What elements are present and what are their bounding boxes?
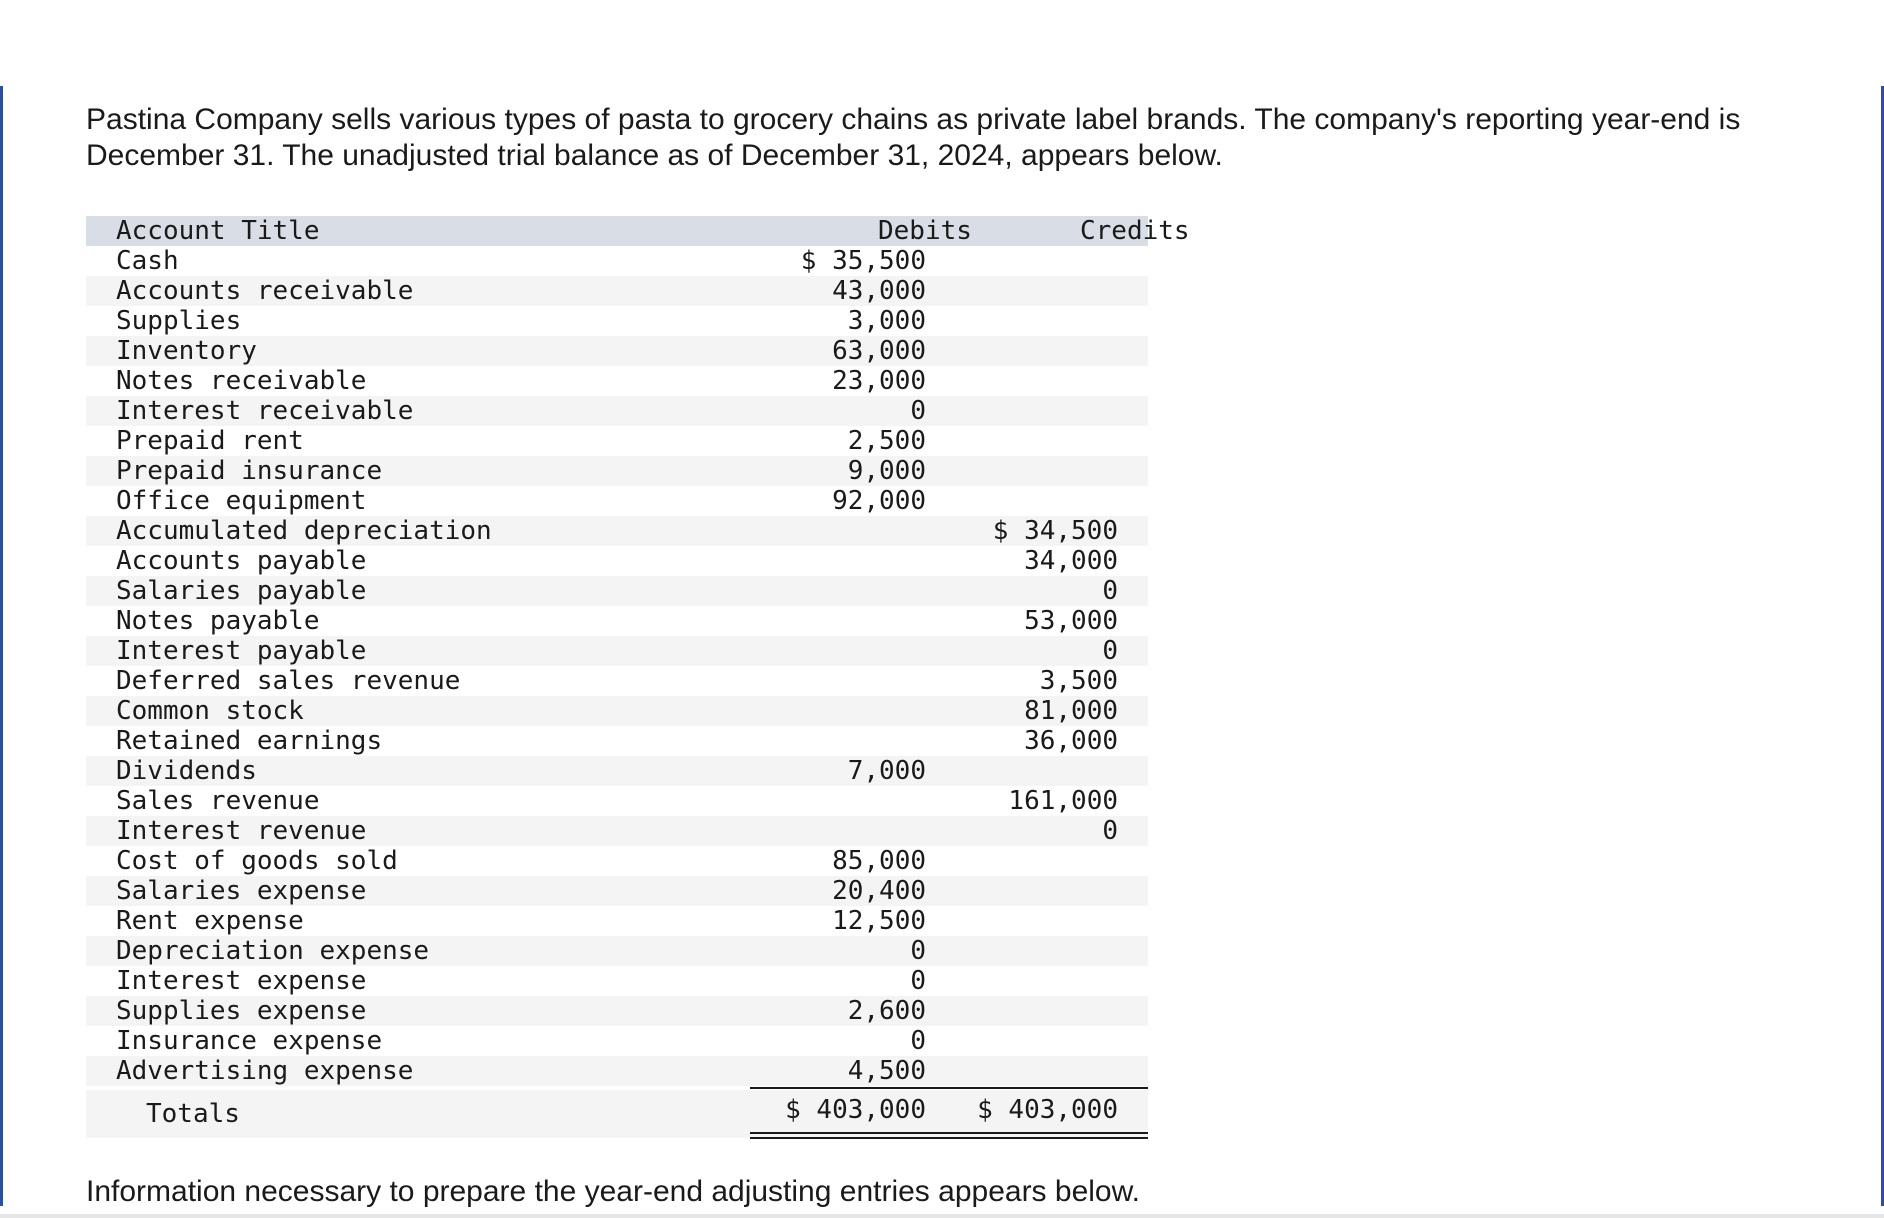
account-title-cell: Cash	[116, 246, 179, 276]
account-title-cell: Depreciation expense	[116, 936, 430, 966]
table-row	[86, 366, 1148, 396]
credit-cell: 0	[1102, 816, 1118, 846]
table-row	[86, 636, 1148, 666]
account-title-cell: Accumulated depreciation	[116, 516, 492, 546]
table-row	[86, 1056, 1148, 1086]
debit-cell: 0	[910, 936, 926, 966]
account-title-cell: Interest payable	[116, 636, 367, 666]
account-title-cell: Rent expense	[116, 906, 304, 936]
table-row	[86, 756, 1148, 786]
table-row	[86, 936, 1148, 966]
table-row	[86, 846, 1148, 876]
table-body	[86, 246, 1148, 1086]
credit-cell: 0	[1102, 576, 1118, 606]
table-row	[86, 576, 1148, 606]
debit-cell: 63,000	[832, 336, 926, 366]
account-title-cell: Cost of goods sold	[116, 846, 398, 876]
table-row	[86, 966, 1148, 996]
debit-cell: 0	[910, 1026, 926, 1056]
table-row	[86, 486, 1148, 516]
debit-cell: 12,500	[832, 906, 926, 936]
credit-cell: 34,000	[1024, 546, 1118, 576]
table-row	[86, 996, 1148, 1026]
table-row	[86, 426, 1148, 456]
account-title-cell: Dividends	[116, 756, 257, 786]
credit-cell: 81,000	[1024, 696, 1118, 726]
header-credits: Credits	[1080, 216, 1190, 246]
debit-cell: 3,000	[847, 306, 926, 336]
header-account-title: Account Title	[116, 216, 320, 246]
debit-cell: 4,500	[847, 1056, 926, 1086]
table-row	[86, 696, 1148, 726]
table-row	[86, 336, 1148, 366]
debit-cell: 2,600	[847, 996, 926, 1026]
table-row	[86, 1026, 1148, 1056]
account-title-cell: Supplies	[116, 306, 242, 336]
table-row	[86, 786, 1148, 816]
account-title-cell: Notes payable	[116, 606, 320, 636]
table-row	[86, 816, 1148, 846]
problem-intro-text: Pastina Company sells various types of pasta to grocery chains as private label brands. The company's reporting year-end is December 31. The unadjusted trial balance as of December 31, 2024, appears below.	[86, 103, 1741, 172]
account-title-cell: Interest receivable	[116, 396, 414, 426]
account-title-cell: Salaries payable	[116, 576, 367, 606]
account-title-cell: Supplies expense	[116, 996, 367, 1026]
table-row	[86, 306, 1148, 336]
account-title-cell: Insurance expense	[116, 1026, 383, 1056]
table-row	[86, 246, 1148, 276]
table-row	[86, 516, 1148, 546]
table-row	[86, 546, 1148, 576]
debit-cell: 43,000	[832, 276, 926, 306]
account-title-cell: Notes receivable	[116, 366, 367, 396]
credit-cell: 36,000	[1024, 726, 1118, 756]
totals-debit: $ 403,000	[785, 1095, 926, 1125]
account-title-cell: Common stock	[116, 696, 304, 726]
header-debits: Debits	[878, 216, 972, 246]
account-title-cell: Advertising expense	[116, 1056, 414, 1086]
table-row	[86, 876, 1148, 906]
debit-cell: 0	[910, 966, 926, 996]
account-title-cell: Accounts receivable	[116, 276, 414, 306]
credit-cell: 53,000	[1024, 606, 1118, 636]
table-row	[86, 906, 1148, 936]
account-title-cell: Prepaid rent	[116, 426, 304, 456]
account-title-cell: Deferred sales revenue	[116, 666, 461, 696]
totals-label: Totals	[146, 1099, 240, 1129]
account-title-cell: Retained earnings	[116, 726, 383, 756]
table-header-row	[86, 216, 1190, 246]
account-title-cell: Salaries expense	[116, 876, 367, 906]
table-row	[86, 276, 1148, 306]
left-border	[0, 86, 3, 1206]
trial-balance-table	[86, 216, 1190, 1138]
debit-cell: 23,000	[832, 366, 926, 396]
credit-cell: 3,500	[1039, 666, 1118, 696]
account-title-cell: Interest revenue	[116, 816, 367, 846]
totals-credit: $ 403,000	[977, 1095, 1118, 1125]
table-row	[86, 456, 1148, 486]
debit-cell: 2,500	[847, 426, 926, 456]
bottom-divider	[0, 1214, 1884, 1218]
debit-cell: 92,000	[832, 486, 926, 516]
debit-cell: 9,000	[847, 456, 926, 486]
account-title-cell: Interest expense	[116, 966, 367, 996]
totals-row	[86, 1090, 1148, 1138]
totals-double-rule	[750, 1132, 1148, 1139]
account-title-cell: Inventory	[116, 336, 257, 366]
debit-cell: $ 35,500	[800, 246, 926, 276]
credit-cell: 0	[1102, 636, 1118, 666]
table-row	[86, 396, 1148, 426]
account-title-cell: Accounts payable	[116, 546, 367, 576]
account-title-cell: Prepaid insurance	[116, 456, 383, 486]
credit-cell: $ 34,500	[992, 516, 1118, 546]
debit-cell: 7,000	[847, 756, 926, 786]
table-row	[86, 606, 1148, 636]
debit-cell: 20,400	[832, 876, 926, 906]
table-row	[86, 726, 1148, 756]
debit-cell: 85,000	[832, 846, 926, 876]
credit-cell: 161,000	[1008, 786, 1118, 816]
debit-cell: 0	[910, 396, 926, 426]
adjusting-info-text: Information necessary to prepare the year-end adjusting entries appears below.	[86, 1175, 1140, 1208]
account-title-cell: Office equipment	[116, 486, 367, 516]
table-row	[86, 666, 1148, 696]
account-title-cell: Sales revenue	[116, 786, 320, 816]
